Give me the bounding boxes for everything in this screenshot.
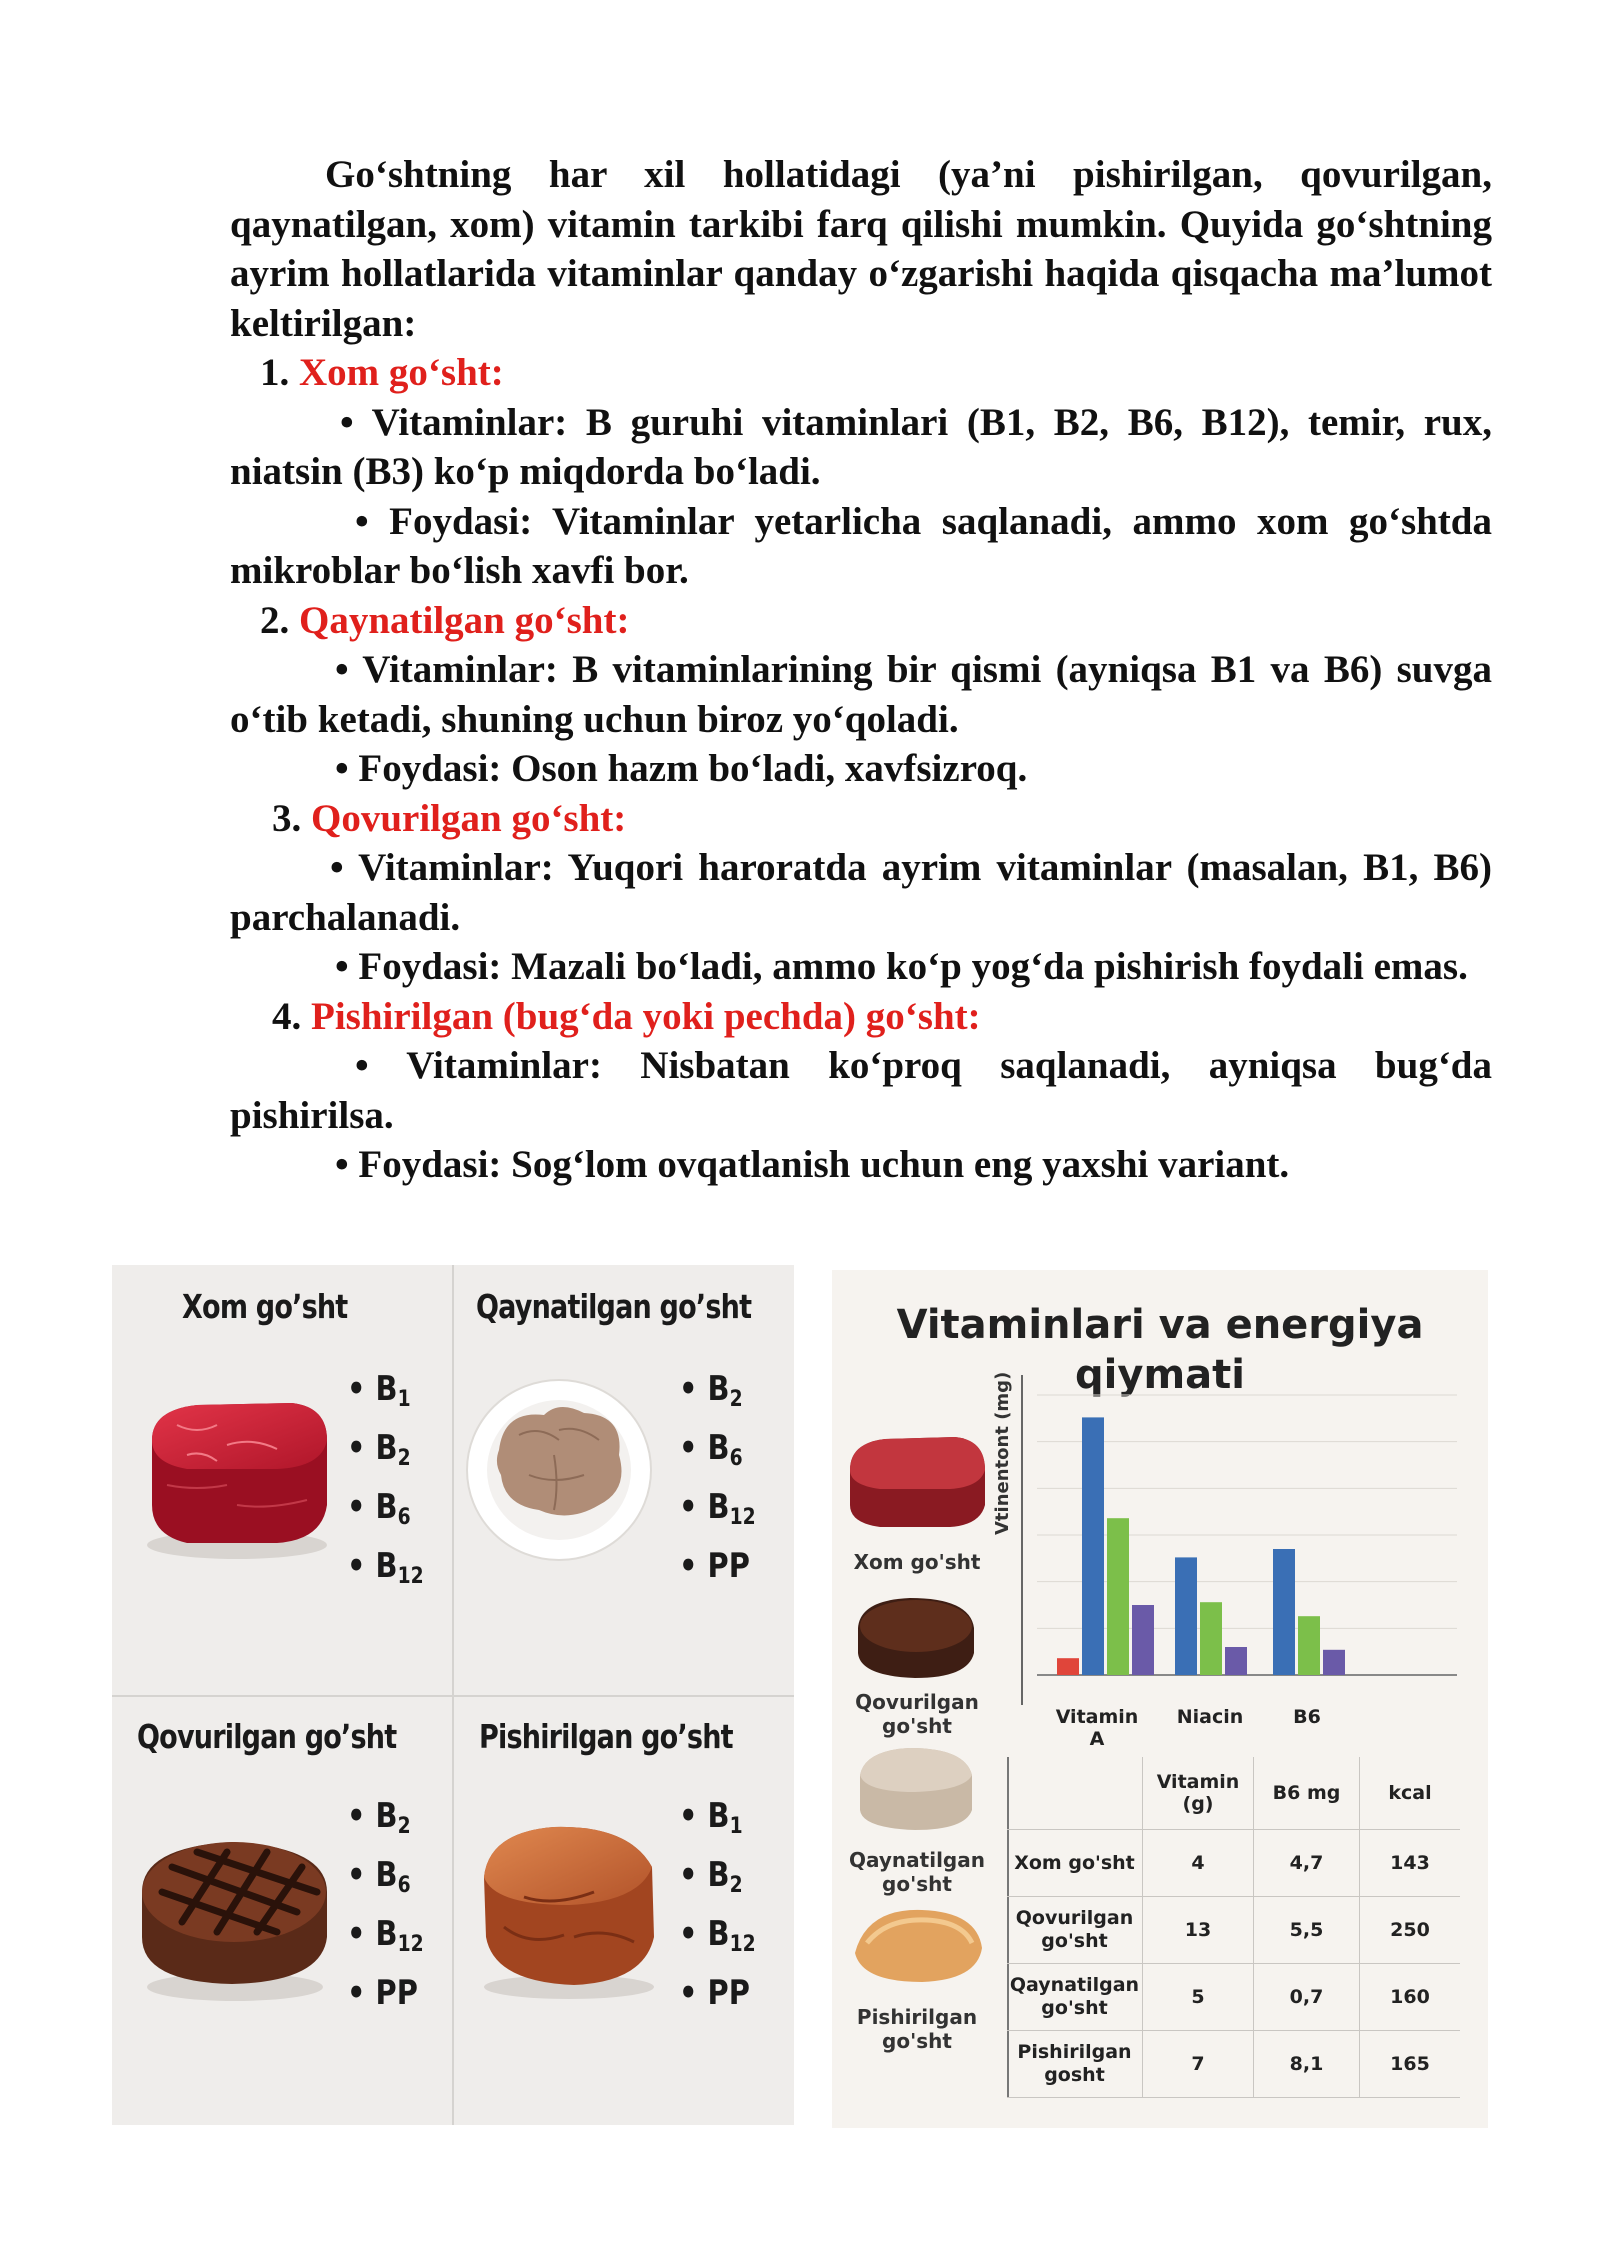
table-header-cell: Vitamin (g): [1143, 1757, 1254, 1830]
bar-vitamin-a-3: [1132, 1605, 1154, 1675]
bar-b6-3: [1323, 1650, 1345, 1675]
table-cell: 0,7: [1254, 1964, 1360, 2031]
table-cell: Qovurilgan go'sht: [1007, 1897, 1143, 1964]
bar-b6-2: [1298, 1616, 1320, 1675]
cell-baked: [454, 1697, 794, 2127]
meat-label: Qaynatilgan go'sht: [849, 1848, 985, 1896]
cell-title: Qaynatilgan go’sht: [476, 1287, 752, 1326]
table-row: [1007, 1897, 1460, 1964]
table-cell: 143: [1360, 1830, 1461, 1897]
vitamin-item: • $B_{12}$: [679, 1487, 756, 1530]
vitamin-list: [347, 1365, 424, 1601]
item-number: 4.: [272, 994, 302, 1038]
item-number: 1.: [260, 351, 290, 394]
item-3-vitamins: • Vitaminlar: Yuqori haroratda ayrim vitaminlar (masalan, B1, B6) parchalanadi.: [230, 846, 1492, 939]
baked-meat-image: [464, 1787, 669, 2017]
bar-niacin-1: [1175, 1557, 1197, 1675]
boiled-meat-image: [459, 1355, 659, 1575]
item-title: Qovurilgan go‘sht:: [311, 796, 627, 840]
item-1-heading: [230, 348, 1492, 398]
x-tick-label: B6: [1293, 1706, 1321, 1728]
cell-fried: [112, 1697, 452, 2127]
table-row: [1007, 1830, 1460, 1897]
vitamin-list: [679, 1792, 756, 2028]
table-cell: 5: [1143, 1964, 1254, 2031]
table-cell: 160: [1360, 1964, 1461, 2031]
vitamin-item: • PP: [679, 1973, 750, 2013]
vitamin-item: • $B_2$: [347, 1796, 411, 1839]
vitamin-item: • $B_1$: [679, 1796, 743, 1839]
item-3-benefit: • Foydasi: Mazali bo‘ladi, ammo ko‘p yog‘da pishirish foydali emas.: [335, 945, 1468, 988]
vitamin-item: • $B_{12}$: [347, 1546, 424, 1589]
table-row: [1007, 2031, 1460, 2098]
vitamin-item: • $B_6$: [347, 1855, 411, 1898]
fried-meat-thumb: [850, 1588, 980, 1683]
vitamin-item: • $B_1$: [347, 1369, 411, 1412]
table-cell: 4,7: [1254, 1830, 1360, 1897]
table-cell: Xom go'sht: [1007, 1830, 1143, 1897]
baked-meat-thumb: [847, 1898, 987, 1988]
item-title: Xom go‘sht:: [299, 351, 504, 394]
bar-b6-1: [1273, 1549, 1295, 1675]
bar-vitamin-a-0: [1057, 1658, 1079, 1675]
table-header-cell: [1007, 1757, 1143, 1830]
meat-label: Qovurilgan go'sht: [855, 1690, 979, 1738]
meat-label: Xom go'sht: [853, 1550, 981, 1574]
vitamin-item: • $B_2$: [679, 1369, 743, 1412]
fried-meat-image: [127, 1792, 342, 2022]
vitamin-item: • $B_2$: [679, 1855, 743, 1898]
vitamin-item: • PP: [679, 1546, 750, 1586]
table-cell: 7: [1143, 2031, 1254, 2098]
intro-paragraph: Go‘shtning har xil hollatidagi (ya’ni pishirilgan, qovurilgan, qaynatilgan, xom) vitamin tarkibi farq qilishi mumkin. Quyida go‘shtning ayrim hollatlarida vitaminlar qanday o‘zgarishi haqida qisqacha ma’lumot keltirilgan:: [230, 153, 1492, 345]
item-4-vitamins: • Vitaminlar: Nisbatan ko‘proq saqlanadi, ayniqsa bug‘da pishirilsa.: [230, 1044, 1492, 1137]
item-4-heading: [230, 992, 1492, 1042]
table-cell: 250: [1360, 1897, 1461, 1964]
table-header-row: [1007, 1757, 1460, 1830]
bar-niacin-3: [1225, 1647, 1247, 1675]
vitamin-item: • $B_6$: [347, 1487, 411, 1530]
raw-meat-thumb: [840, 1425, 990, 1535]
document-text: [230, 150, 1492, 1190]
vitamin-list: [347, 1792, 424, 2028]
table-cell: 5,5: [1254, 1897, 1360, 1964]
cell-raw: [112, 1265, 452, 1695]
x-tick-label: Niacin: [1176, 1706, 1244, 1728]
raw-meat-image: [127, 1355, 342, 1585]
vitamin-item: • $B_{12}$: [679, 1914, 756, 1957]
boiled-meat-thumb: [850, 1740, 980, 1835]
bar-niacin-2: [1200, 1602, 1222, 1675]
bar-vitamin-a-1: [1082, 1417, 1104, 1675]
table-cell: Qaynatilgan go'sht: [1007, 1964, 1143, 2031]
table-header-cell: kcal: [1360, 1757, 1461, 1830]
item-title: Pishirilgan (bug‘da yoki pechda) go‘sht:: [311, 994, 981, 1038]
item-number: 2.: [260, 598, 290, 642]
table-cell: Pishirilgan gosht: [1007, 2031, 1143, 2098]
item-2-vitamins: • Vitaminlar: B vitaminlarining bir qismi (ayniqsa B1 va B6) suvga o‘tib ketadi, shuning uchun biroz yo‘qoladi.: [230, 648, 1492, 741]
cell-title: Pishirilgan go’sht: [479, 1717, 733, 1756]
chart-title: Vitaminlari va energiya qiymati: [896, 1302, 1424, 1398]
vitamin-item: • $B_{12}$: [347, 1914, 424, 1957]
item-1-vitamins: • Vitaminlar: B guruhi vitaminlari (B1, B2, B6, B12), temir, rux, niatsin (B3) ko‘p miqdorda bo‘ladi.: [230, 400, 1492, 493]
table-cell: 165: [1360, 2031, 1461, 2098]
item-title: Qaynatilgan go‘sht:: [299, 598, 630, 642]
vitamin-table: [1007, 1757, 1460, 2098]
item-2-benefit: • Foydasi: Oson hazm bo‘ladi, xavfsizroq.: [335, 747, 1028, 790]
table-cell: 13: [1143, 1897, 1254, 1964]
vitamin-energy-figure: [832, 1270, 1488, 2128]
x-tick-label: Vitamin A: [1055, 1706, 1139, 1750]
table-cell: 4: [1143, 1830, 1254, 1897]
cell-boiled: [454, 1265, 794, 1695]
vitamin-item: • PP: [347, 1973, 418, 2013]
vitamin-item: • $B_2$: [347, 1428, 411, 1471]
table-row: [1007, 1964, 1460, 2031]
table-cell: 8,1: [1254, 2031, 1360, 2098]
table-header-cell: B6 mg: [1254, 1757, 1360, 1830]
bar-vitamin-a-2: [1107, 1518, 1129, 1675]
cell-title: Qovurilgan go’sht: [137, 1717, 397, 1756]
item-1-benefit: • Foydasi: Vitaminlar yetarlicha saqlanadi, ammo xom go‘shtda mikroblar bo‘lish xavfi bor.: [230, 499, 1492, 592]
vitamin-list: [679, 1365, 756, 1601]
meat-vitamin-grid: [112, 1265, 794, 2125]
chart-y-axis-label: Vtinentont (mg): [992, 1371, 1013, 1535]
item-3-heading: [230, 794, 1492, 844]
item-2-heading: [230, 596, 1492, 646]
item-number: 3.: [272, 796, 302, 840]
vitamin-bar-chart: [1007, 1375, 1467, 1705]
cell-title: Xom go’sht: [182, 1287, 348, 1326]
item-4-benefit: • Foydasi: Sog‘lom ovqatlanish uchun eng yaxshi variant.: [335, 1143, 1290, 1186]
vitamin-item: • $B_6$: [679, 1428, 743, 1471]
meat-label: Pishirilgan go'sht: [856, 2005, 978, 2053]
